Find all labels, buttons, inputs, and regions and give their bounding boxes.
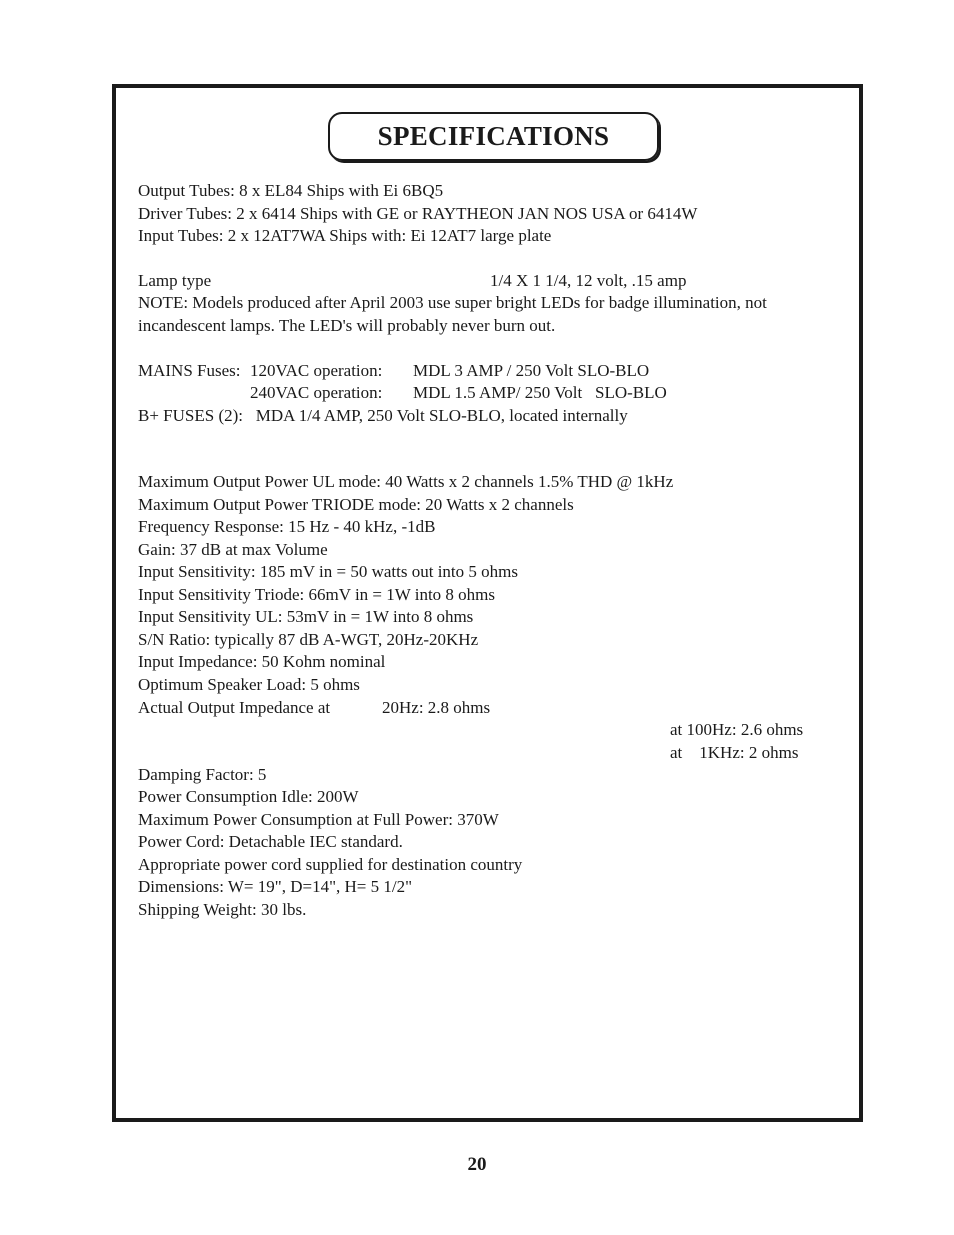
lamp-type-label: Lamp type [138, 271, 212, 290]
input-tubes: Input Tubes: 2 x 12AT7WA Ships with: Ei 12AT7 large plate [138, 226, 552, 245]
spec-line: Frequency Response: 15 Hz - 40 kHz, -1dB [138, 517, 436, 536]
lamp-note-line1: NOTE: Models produced after April 2003 use super bright LEDs for badge illumination, not [138, 293, 767, 312]
impedance-100hz: at 100Hz: 2.6 ohms [670, 720, 804, 739]
mains-fuses-label: MAINS Fuses: [138, 361, 241, 380]
spec-line: Power Cord: Detachable IEC standard. [138, 832, 403, 851]
spec-line: Maximum Output Power UL mode: 40 Watts x 2 channels 1.5% THD @ 1kHz [138, 472, 674, 491]
page-title: SPECIFICATIONS [377, 121, 610, 151]
spec-line: Gain: 37 dB at max Volume [138, 540, 328, 559]
lamp-type-value: 1/4 X 1 1/4, 12 volt, .15 amp [490, 271, 687, 290]
page-number: 20 [467, 1154, 487, 1175]
output-tubes: Output Tubes: 8 x EL84 Ships with Ei 6BQ5 [138, 181, 444, 200]
spec-line: Input Sensitivity Triode: 66mV in = 1W into 8 ohms [138, 585, 496, 604]
impedance-20hz: 20Hz: 2.8 ohms [382, 698, 491, 717]
spec-line: S/N Ratio: typically 87 dB A-WGT, 20Hz-20KHz [138, 630, 479, 649]
fuse-120vac-value: MDL 3 AMP / 250 Volt SLO-BLO [413, 361, 650, 380]
spec-line: Maximum Power Consumption at Full Power: 370W [138, 810, 499, 829]
spec-line: Maximum Output Power TRIODE mode: 20 Watts x 2 channels [138, 495, 574, 514]
lamp-note-line2: incandescent lamps. The LED's will probably never burn out. [138, 316, 556, 335]
spec-line: Input Sensitivity: 185 mV in = 50 watts out into 5 ohms [138, 562, 518, 581]
spec-line: Appropriate power cord supplied for destination country [138, 855, 523, 874]
bplus-fuses: B+ FUSES (2): MDA 1/4 AMP, 250 Volt SLO-BLO, located internally [138, 406, 628, 425]
op-120vac-label: 120VAC operation: [250, 361, 383, 380]
fuse-240vac-value: MDL 1.5 AMP/ 250 Volt SLO-BLO [413, 383, 667, 402]
spec-line: Input Impedance: 50 Kohm nominal [138, 652, 386, 671]
spec-line: Dimensions: W= 19", D=14", H= 5 1/2" [138, 877, 413, 896]
spec-line: Shipping Weight: 30 lbs. [138, 900, 307, 919]
impedance-label: Actual Output Impedance at [138, 698, 331, 717]
spec-line: Damping Factor: 5 [138, 765, 267, 784]
spec-line: Input Sensitivity UL: 53mV in = 1W into 8 ohms [138, 607, 474, 626]
spec-line: Power Consumption Idle: 200W [138, 787, 359, 806]
driver-tubes: Driver Tubes: 2 x 6414 Ships with GE or RAYTHEON JAN NOS USA or 6414W [138, 204, 698, 223]
impedance-1khz: at 1KHz: 2 ohms [670, 743, 799, 762]
title-box [328, 112, 659, 161]
op-240vac-label: 240VAC operation: [250, 383, 383, 402]
spec-line: Optimum Speaker Load: 5 ohms [138, 675, 360, 694]
